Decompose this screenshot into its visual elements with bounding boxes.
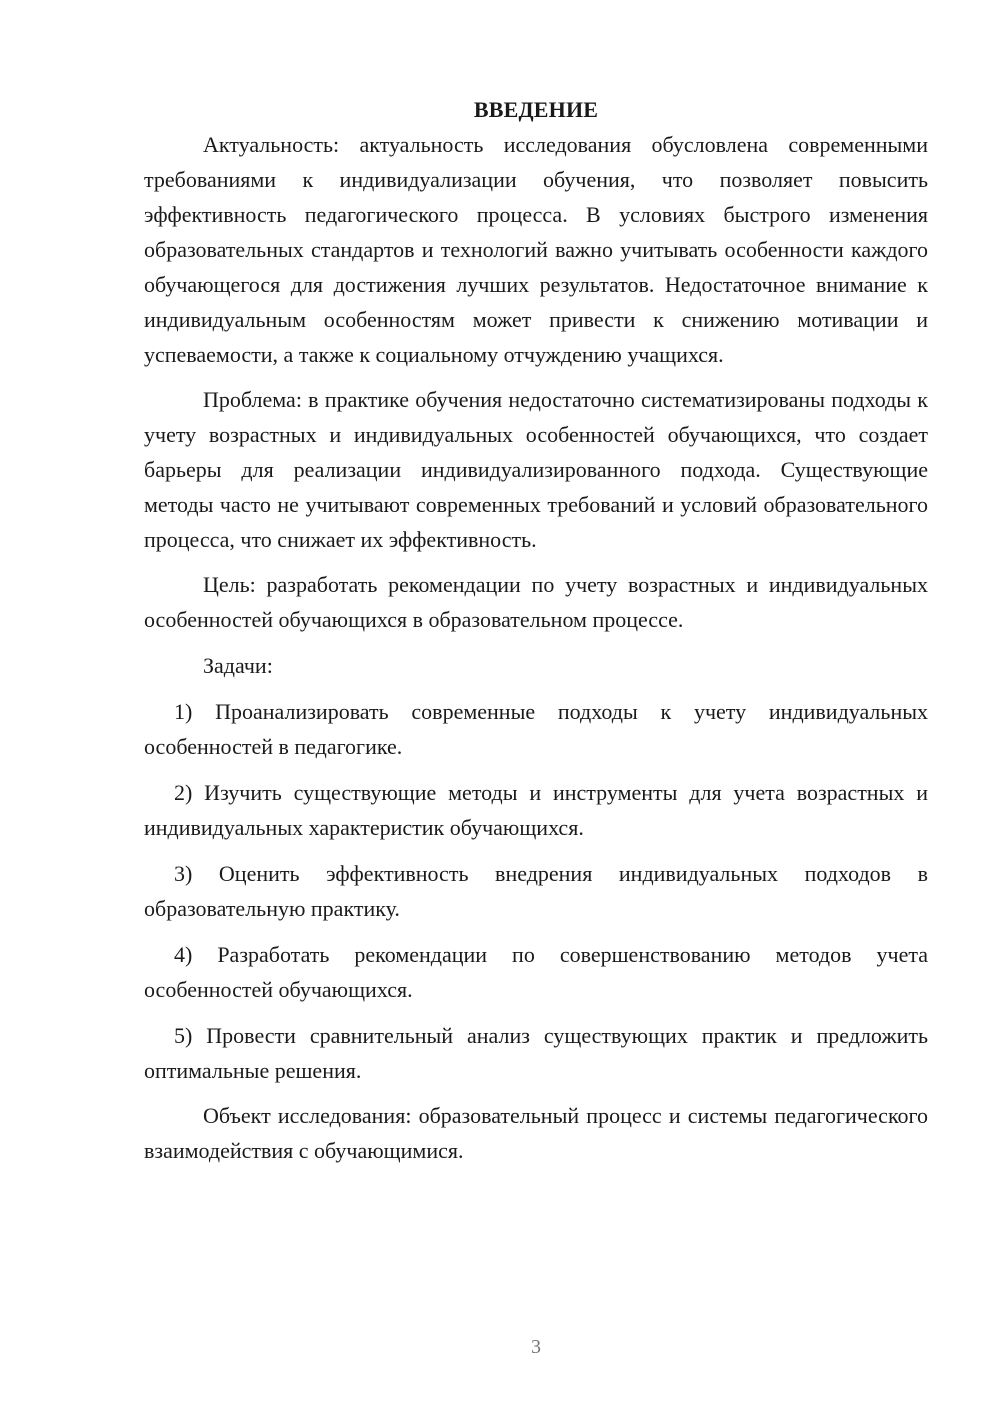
document-page xyxy=(144,92,928,1168)
task-item-2: 2) Изучить существующие методы и инструменты для учета возрастных и индивидуальных характеристик обучающихся. xyxy=(144,780,928,840)
problem-paragraph: Проблема: в практике обучения недостаточно систематизированы подходы к учету возрастных и индивидуальных особенностей обучающихся, что создает барьеры для реализации индивидуализированного подхода. Существующие методы часто не учитывают современных требований и условий образовательного процесса, что снижает их эффективность. xyxy=(144,387,928,552)
relevance-paragraph: Актуальность: актуальность исследования обусловлена современными требованиями к индивидуализации обучения, что позволяет повысить эффективность педагогического процесса. В условиях быстрого изменения образовательных стандартов и технологий важно учитывать особенности каждого обучающегося для достижения лучших результатов. Недостаточное внимание к индивидуальным особенностям может привести к снижению мотивации и успеваемости, а также к социальному отчуждению учащихся. xyxy=(144,132,928,367)
goal-paragraph: Цель: разработать рекомендации по учету возрастных и индивидуальных особенностей обучающихся в образовательном процессе. xyxy=(144,572,928,632)
tasks-label: Задачи: xyxy=(203,653,273,678)
object-paragraph: Объект исследования: образовательный процесс и системы педагогического взаимодействия с обучающимися. xyxy=(144,1103,928,1163)
section-heading: ВВЕДЕНИЕ xyxy=(473,97,599,122)
task-item-5: 5) Провести сравнительный анализ существующих практик и предложить оптимальные решения. xyxy=(144,1023,928,1083)
page-number: 3 xyxy=(531,1336,541,1358)
task-item-1: 1) Проанализировать современные подходы к учету индивидуальных особенностей в педагогике. xyxy=(144,699,928,759)
task-item-3: 3) Оценить эффективность внедрения индивидуальных подходов в образовательную практику. xyxy=(144,861,928,921)
task-item-4: 4) Разработать рекомендации по совершенствованию методов учета особенностей обучающихся. xyxy=(144,942,928,1002)
